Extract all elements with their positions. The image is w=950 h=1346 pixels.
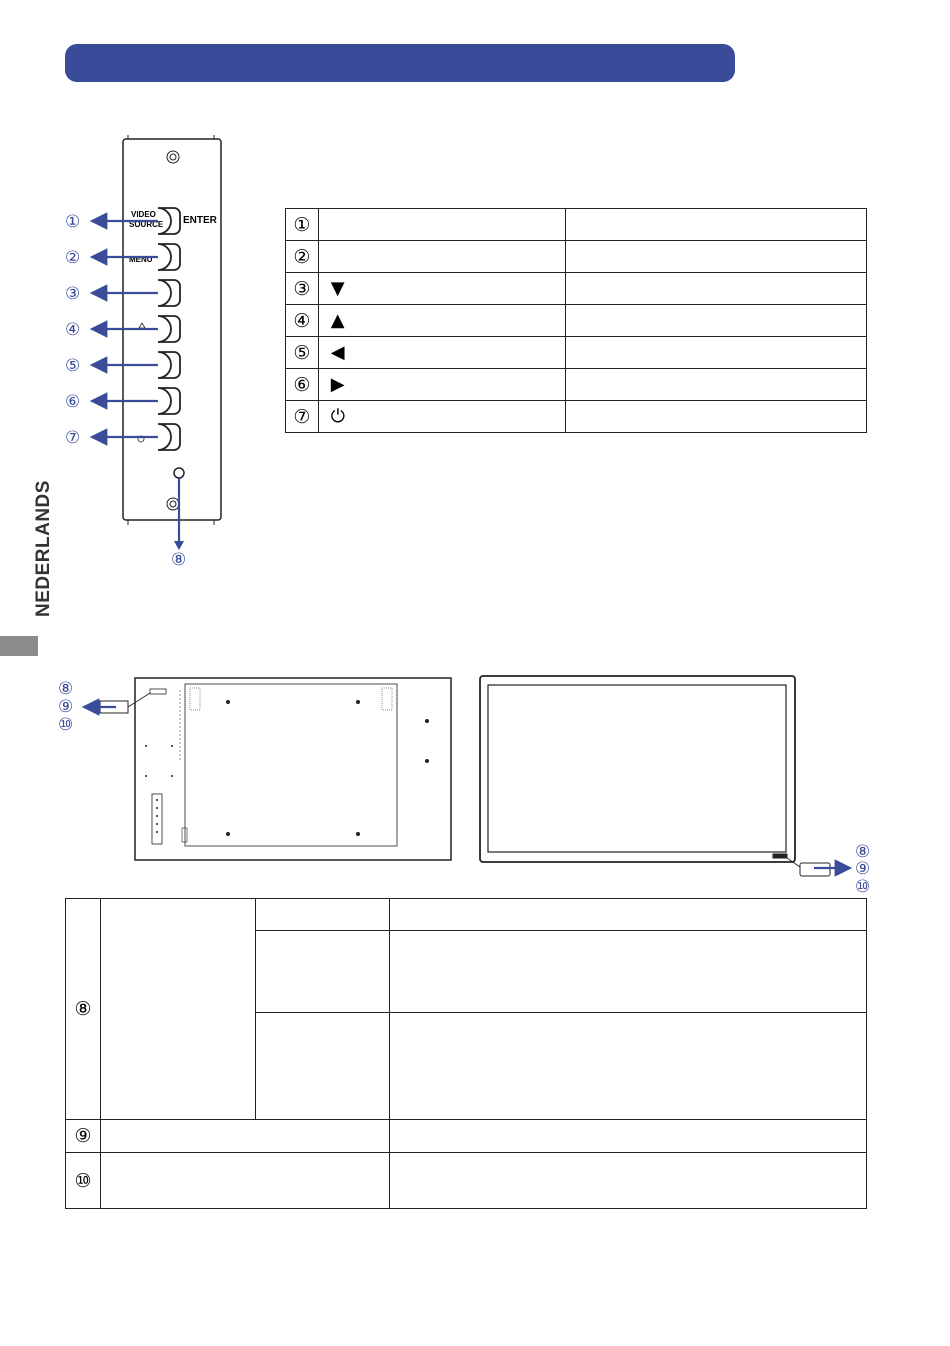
control-row-num: ② [286, 241, 319, 273]
control-row-description [565, 369, 866, 401]
language-side-tab [0, 636, 38, 656]
control-row-description [565, 241, 866, 273]
control-row-num: ① [286, 209, 319, 241]
control-row [286, 241, 867, 273]
rear-callout-8: ⑧ [58, 679, 74, 699]
control-row-description [565, 209, 866, 241]
callout-2: ② [65, 248, 81, 268]
control-row [286, 273, 867, 305]
indicator-row-num: ⑧ [66, 899, 101, 1120]
control-row [286, 369, 867, 401]
video-label: VIDEO [131, 210, 156, 219]
indicator-table [65, 898, 867, 1209]
control-row-description [565, 305, 866, 337]
control-row [286, 337, 867, 369]
control-row-num: ⑥ [286, 369, 319, 401]
menu-label: MENU [129, 255, 153, 264]
control-row-label [318, 241, 565, 273]
callout-5: ⑤ [65, 356, 81, 376]
control-table [285, 208, 867, 433]
front-callout-10: ⑩ [855, 877, 871, 897]
control-row-num: ③ [286, 273, 319, 305]
callout-7: ⑦ [65, 428, 81, 448]
control-row-num: ⑤ [286, 337, 319, 369]
power-icon: ⏻ [318, 401, 565, 433]
down-triangle-icon: ▼ [318, 273, 565, 305]
led-indicator-icon [174, 468, 184, 478]
language-side-label: NEDERLANDS [33, 480, 54, 617]
control-row-label [318, 209, 565, 241]
callout-3: ③ [65, 284, 81, 304]
rear-callout-9: ⑨ [58, 697, 74, 717]
control-row [286, 209, 867, 241]
control-row [286, 305, 867, 337]
up-triangle-icon: ▲ [318, 305, 565, 337]
front-callout-9: ⑨ [855, 859, 871, 879]
monitor-rear-view [135, 678, 451, 860]
control-row-description [565, 273, 866, 305]
control-row-num: ④ [286, 305, 319, 337]
control-row-description [565, 337, 866, 369]
left-triangle-icon: ◀ [318, 337, 565, 369]
rear-callout-10: ⑩ [58, 715, 74, 735]
callout-4: ④ [65, 320, 81, 340]
source-label: SOURCE [129, 220, 164, 229]
control-row-num: ⑦ [286, 401, 319, 433]
callout-8: ⑧ [171, 550, 187, 570]
callout-1: ① [65, 212, 81, 232]
control-row-description [565, 401, 866, 433]
monitor-front-view [480, 676, 795, 862]
indicator-row-num: ⑨ [66, 1120, 101, 1153]
front-callout-8: ⑧ [855, 842, 871, 862]
enter-label: ENTER [183, 215, 217, 226]
callout-6: ⑥ [65, 392, 81, 412]
right-triangle-icon: ▶ [318, 369, 565, 401]
monitor-views-diagram [0, 660, 950, 900]
control-row [286, 401, 867, 433]
indicator-row-num: ⑩ [66, 1153, 101, 1209]
